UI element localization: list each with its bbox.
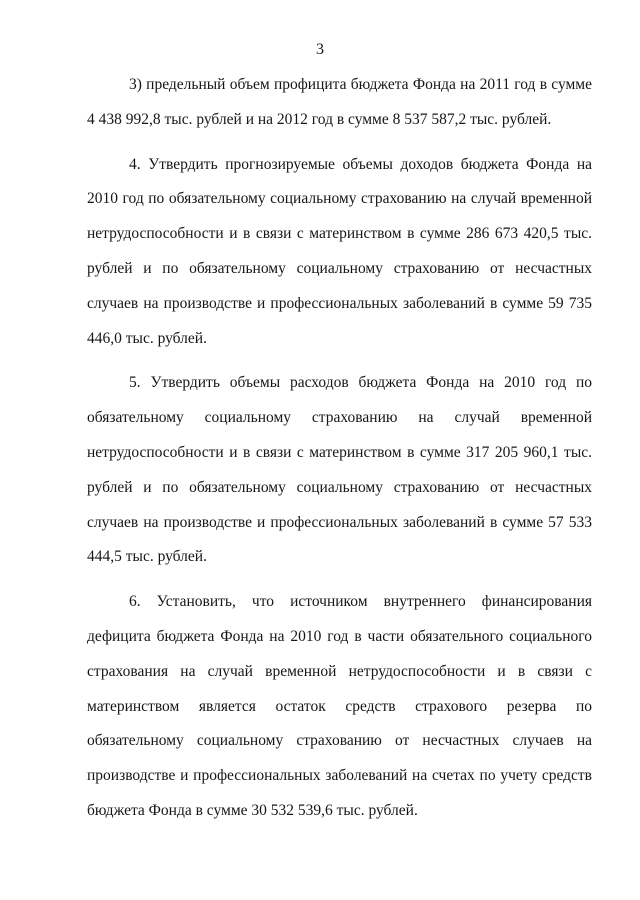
page-number: 3 — [316, 41, 324, 58]
paragraph-item-4-revenues: 4. Утвердить прогнозируемые объемы доходов бюджета Фонда на 2010 год по обязательному социальному страхованию на случай временной нетрудоспособности и в связи с материнством в сумме 286 673 420,5 тыс. рублей и по обязательному социальному страхованию от несчастных случаев на производстве и профессиональных заболеваний в сумме 59 735 446,0 тыс. рублей. — [87, 155, 592, 347]
paragraph-item-6-deficit-financing: 6. Установить, что источником внутреннего финансирования дефицита бюджета Фонда на 2010 год в части обязательного социального страхования на случай временной нетрудоспособности и в связи с материнством является остаток средств страхового резерва по обязательному социальному страхованию от несчастных случаев на производстве и профессиональных заболеваний на счетах по учету средств бюджета Фонда в сумме 30 532 539,6 тыс. рублей. — [87, 593, 592, 819]
document-body — [87, 68, 592, 835]
paragraph-item-3: 3) предельный объем профицита бюджета Фонда на 2011 год в сумме 4 438 992,8 тыс. рублей и на 2012 год в сумме 8 537 587,2 тыс. рублей. — [87, 76, 592, 128]
paragraph-item-5-expenditures: 5. Утвердить объемы расходов бюджета Фонда на 2010 год по обязательному социальному страхованию на случай временной нетрудоспособности и в связи с материнством в сумме 317 205 960,1 тыс. рублей и по обязательному социальному страхованию от несчастных случаев на производстве и профессиональных заболеваний в сумме 57 533 444,5 тыс. рублей. — [87, 374, 592, 566]
